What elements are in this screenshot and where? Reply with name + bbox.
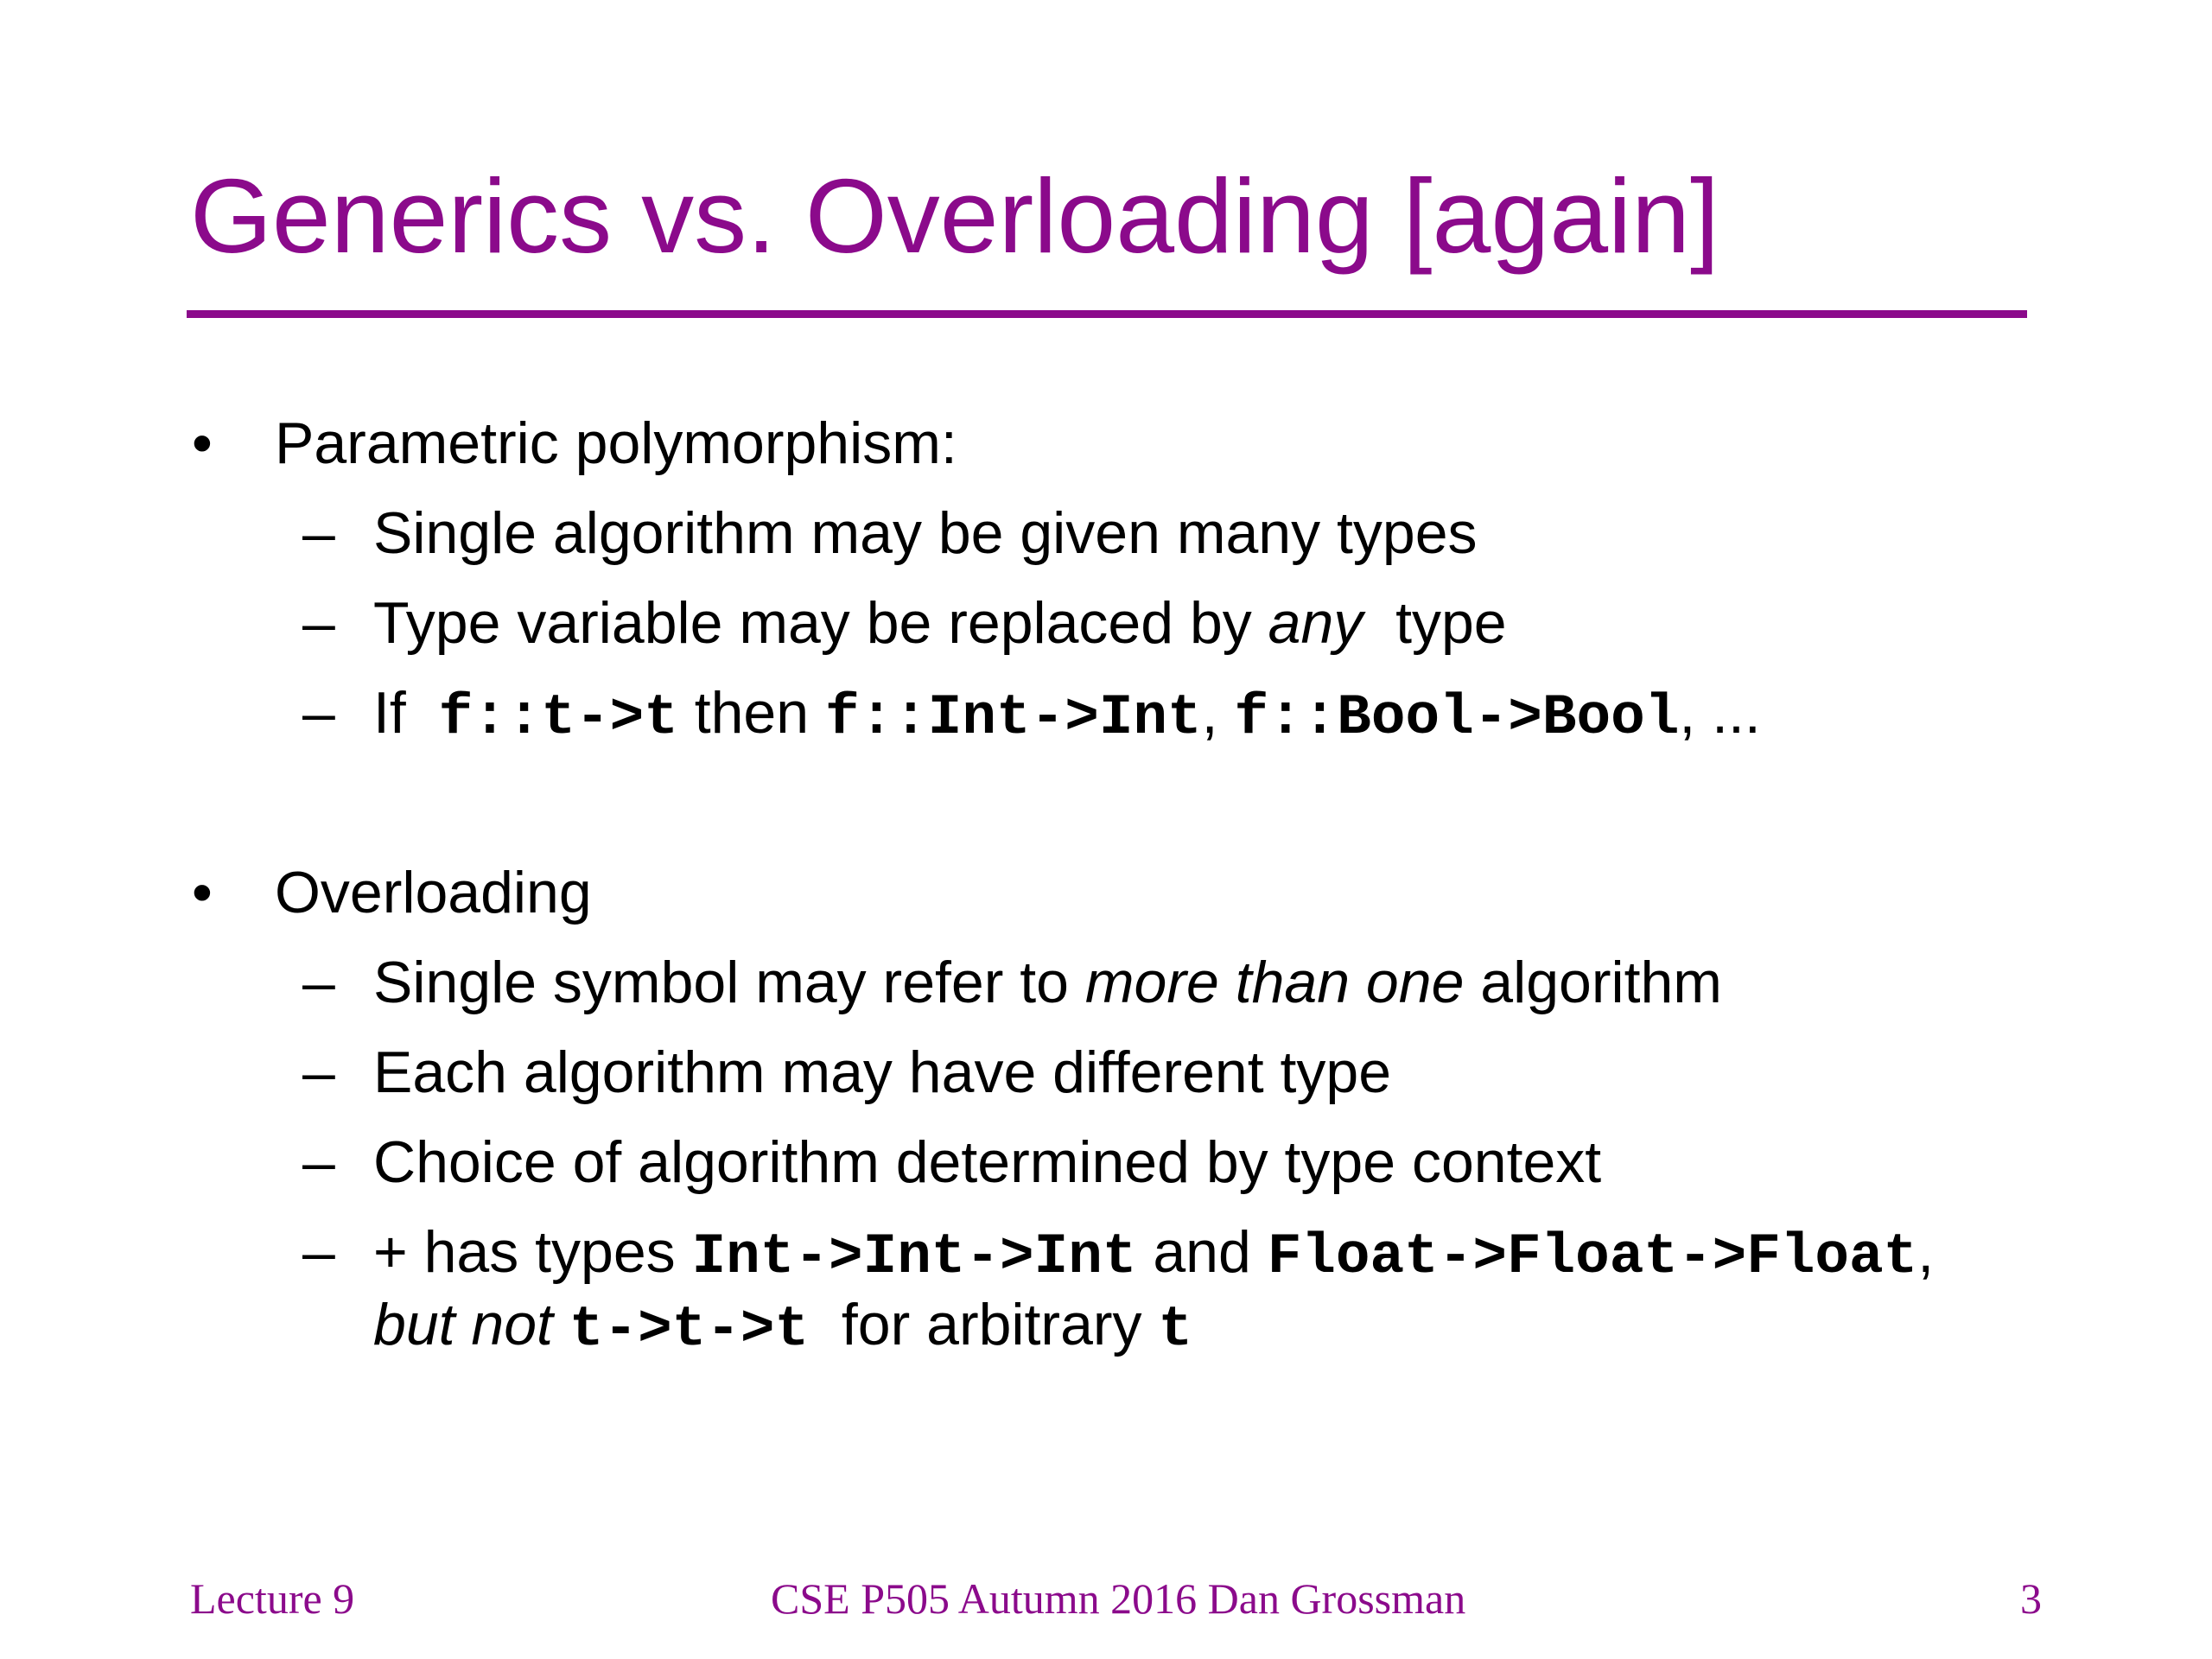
footer-course: CSE P505 Autumn 2016 Dan Grossman [771, 1574, 1466, 1623]
list-item: If f::t->t then f::Int->Int, f::Bool->Bool, ... [373, 680, 1761, 750]
dash-marker: – [302, 1039, 335, 1105]
dash-marker: – [302, 1129, 335, 1195]
list-item: Type variable may be replaced by any type [373, 590, 1507, 656]
section-heading-overloading: Overloading [275, 860, 592, 925]
dash-marker: – [302, 590, 335, 656]
list-item: Each algorithm may have different type [373, 1039, 1392, 1105]
dash-marker: – [302, 680, 335, 746]
dash-marker: – [302, 500, 335, 566]
title-underline [187, 310, 2027, 318]
dash-marker: – [302, 950, 335, 1015]
bullet-marker: • [192, 860, 213, 925]
bullet-marker: • [192, 410, 213, 476]
list-item: + has types Int->Int->Int and Float->Float->Float, [373, 1219, 1935, 1289]
list-item: Choice of algorithm determined by type context [373, 1129, 1602, 1195]
slide-title: Generics vs. Overloading [again] [190, 157, 1719, 275]
list-item: Single symbol may refer to more than one algorithm [373, 950, 1722, 1015]
footer-lecture: Lecture 9 [190, 1574, 355, 1623]
list-item: Single algorithm may be given many types [373, 500, 1478, 566]
list-item-continuation: but not t->t->t for arbitrary t [373, 1292, 1193, 1362]
section-heading-parametric: Parametric polymorphism: [275, 410, 957, 476]
footer-page-number: 3 [2020, 1574, 2042, 1623]
dash-marker: – [302, 1219, 335, 1285]
